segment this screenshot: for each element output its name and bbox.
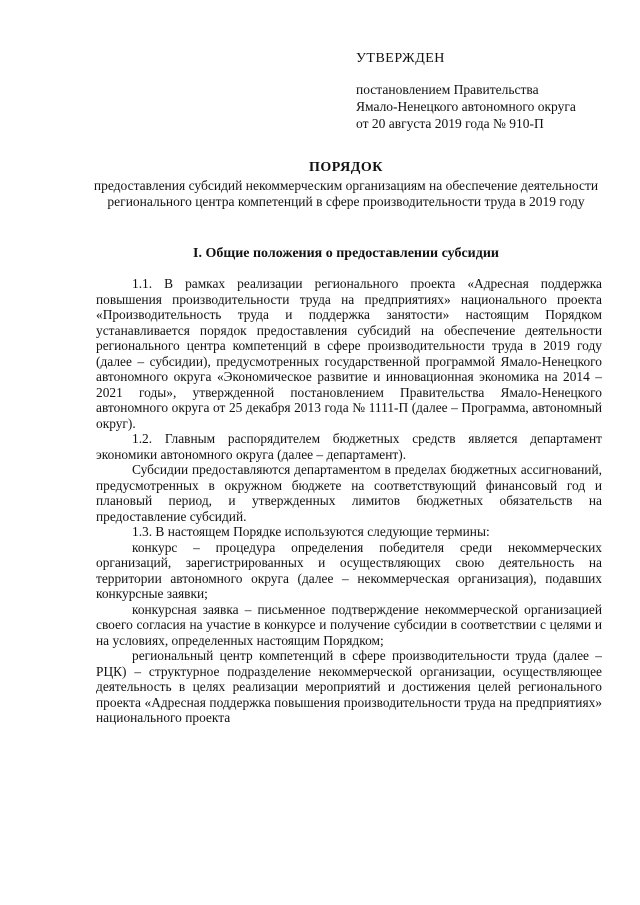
paragraph: 1.3. В настоящем Порядке используются следующие термины: — [132, 524, 490, 539]
paragraph: региональный центр компетенций в сфере производительности труда (далее – РЦК) – структурное подразделение некоммерческой организации, осуществляющее деятельность в целях реализации мероприятий и достижения целей регионального проекта «Адресная поддержка повышения производительности труда на предприятиях» национального проекта — [96, 648, 602, 725]
document-body — [96, 276, 602, 726]
approval-line: Ямало-Ненецкого автономного округа — [356, 99, 576, 114]
paragraph: 1.1. В рамках реализации регионального проекта «Адресная поддержка повышения производительности труда на предприятиях» национального проекта «Производительность труда и поддержка занятости» настоящим Порядком устанавливается порядок предоставления субсидий на обеспечение деятельности регионального центра компетенций в сфере производительности труда в 2019 году (далее – субсидии), предусмотренных государственной программой Ямало-Ненецкого автономного округа «Экономическое развитие и инновационная экономика на 2014 – 2021 годы», утвержденной постановлением Правительства Ямало-Ненецкого автономного округа от 25 декабря 2013 года № 1111-П (далее – Программа, автономный округ). — [96, 276, 602, 431]
document-subtitle: предоставления субсидий некоммерческим организациям на обеспечение деятельности регионального центра компетенций в сфере производительности труда в 2019 году — [93, 178, 599, 209]
document-title-block — [90, 160, 602, 210]
document-title: ПОРЯДОК — [309, 160, 383, 175]
paragraph: Субсидии предоставляются департаментом в пределах бюджетных ассигнований, предусмотренных в окружном бюджете на соответствующий финансовый год и плановый период, и утвержденных лимитов бюджетных обязательств на предоставление субсидий. — [96, 462, 602, 524]
paragraph: конкурс – процедура определения победителя среди некоммерческих организаций, зарегистрированных и осуществляющих свою деятельность на территории автономного округа (далее – некоммерческая организация), подавших конкурсные заявки; — [96, 539, 602, 601]
approval-line: постановлением Правительства — [356, 82, 539, 97]
approval-heading: УТВЕРЖДЕН — [356, 51, 445, 66]
approval-stamp — [356, 50, 576, 132]
section-heading: I. Общие положения о предоставлении субсидии — [193, 246, 499, 261]
paragraph: 1.2. Главным распорядителем бюджетных средств является департамент экономики автономного округа (далее – департамент). — [96, 431, 602, 462]
paragraph: конкурсная заявка – письменное подтверждение некоммерческой организацией своего согласия на участие в конкурсе и получение субсидии в соответствии с целями и на условиях, определенных настоящим Порядком; — [96, 601, 602, 648]
approval-line: от 20 августа 2019 года № 910-П — [356, 116, 544, 131]
